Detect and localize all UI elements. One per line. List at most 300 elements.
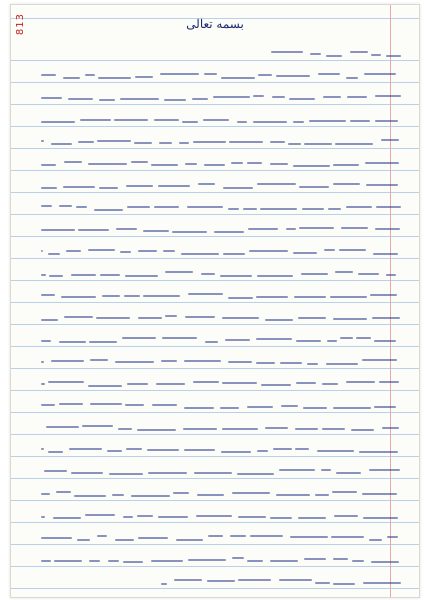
ink-stroke (51, 143, 72, 145)
ink-stroke (41, 187, 57, 189)
ink-stroke (328, 208, 341, 210)
ink-stroke (100, 274, 120, 276)
ink-stroke (351, 429, 374, 431)
ink-stroke (185, 316, 215, 318)
ink-stroke (381, 139, 399, 141)
ink-stroke (270, 141, 285, 143)
ink-stroke (333, 583, 355, 585)
ink-stroke (41, 361, 44, 363)
ink-stroke (59, 341, 86, 343)
ink-stroke (228, 297, 253, 299)
ink-stroke (315, 582, 330, 584)
ink-stroke (375, 228, 400, 230)
ink-stroke (88, 249, 115, 251)
ink-stroke (41, 319, 58, 321)
ink-stroke (322, 428, 345, 430)
ink-stroke (372, 317, 400, 319)
ink-stroke (184, 360, 221, 362)
ink-stroke (310, 53, 321, 55)
ink-stroke (89, 341, 117, 343)
ink-stroke (298, 317, 326, 319)
ink-stroke (99, 99, 115, 101)
ink-stroke (376, 206, 401, 208)
ink-stroke (152, 404, 177, 406)
ink-stroke (188, 559, 226, 561)
ink-stroke (286, 228, 296, 230)
ink-stroke (108, 560, 119, 562)
ink-stroke (41, 516, 45, 518)
ink-stroke (138, 537, 168, 539)
ink-stroke (238, 516, 266, 518)
ink-stroke (225, 339, 250, 341)
ink-stroke (379, 381, 399, 383)
ink-stroke (318, 73, 340, 75)
ink-stroke (323, 96, 341, 98)
ink-stroke (276, 494, 310, 496)
ink-stroke (131, 495, 170, 497)
ink-stroke (365, 162, 399, 164)
ink-stroke (350, 51, 368, 53)
ink-stroke (387, 536, 398, 538)
ink-stroke (197, 494, 224, 496)
ink-stroke (41, 121, 75, 123)
ink-stroke (359, 451, 398, 453)
ink-stroke (315, 494, 329, 496)
ink-stroke (51, 360, 84, 362)
ink-stroke (188, 293, 223, 295)
ink-stroke (71, 274, 96, 276)
ink-stroke (213, 96, 250, 98)
ink-stroke (303, 407, 327, 409)
ink-stroke (46, 426, 79, 428)
ink-stroke (196, 515, 232, 517)
ink-stroke (41, 229, 75, 231)
ink-stroke (243, 208, 257, 210)
ink-stroke (276, 75, 310, 77)
ink-stroke (229, 141, 263, 143)
ink-stroke (304, 143, 332, 145)
ink-stroke (222, 428, 258, 430)
ink-stroke (193, 141, 226, 143)
ink-stroke (335, 143, 373, 145)
ink-stroke (187, 206, 223, 208)
ink-stroke (288, 143, 301, 145)
ink-stroke (174, 579, 202, 581)
ink-stroke (193, 381, 219, 383)
ink-stroke (99, 187, 118, 189)
ink-stroke (257, 450, 268, 452)
ink-stroke (302, 208, 324, 210)
ink-stroke (184, 449, 215, 451)
ink-stroke (134, 142, 152, 144)
ink-stroke (98, 77, 131, 79)
ink-stroke (223, 253, 245, 255)
ink-stroke (220, 275, 252, 277)
ink-stroke (148, 472, 187, 474)
ink-stroke (232, 492, 270, 494)
ink-stroke (247, 560, 263, 562)
ink-stroke (48, 381, 84, 383)
ink-stroke (346, 381, 375, 383)
ink-stroke (270, 163, 288, 165)
ink-stroke (307, 363, 318, 365)
ink-stroke (253, 121, 287, 123)
ink-stroke (41, 250, 43, 252)
ink-stroke (90, 359, 108, 361)
ink-stroke (295, 428, 318, 430)
ink-stroke (333, 164, 359, 166)
ink-stroke (41, 493, 50, 495)
ink-stroke (250, 535, 283, 537)
ink-stroke (270, 517, 292, 519)
ink-stroke (290, 536, 328, 538)
ink-stroke (221, 451, 251, 453)
ink-stroke (369, 539, 382, 541)
ink-stroke (280, 362, 302, 364)
ink-stroke (352, 560, 364, 562)
ink-stroke (386, 55, 401, 57)
ink-stroke (321, 469, 331, 471)
ink-stroke (256, 362, 275, 364)
ink-stroke (322, 383, 338, 385)
ink-stroke (94, 209, 123, 211)
ink-stroke (164, 99, 186, 101)
ink-stroke (82, 425, 113, 427)
ink-stroke (204, 73, 217, 75)
ink-stroke (160, 73, 199, 75)
ink-stroke (228, 361, 252, 363)
ink-stroke (54, 560, 82, 562)
ink-stroke (232, 557, 244, 559)
ink-stroke (362, 359, 397, 361)
ink-stroke (340, 337, 353, 339)
ink-stroke (237, 473, 274, 475)
ink-stroke (281, 405, 298, 407)
ink-stroke (143, 295, 180, 297)
ink-stroke (85, 74, 95, 76)
ink-stroke (163, 250, 175, 252)
ink-stroke (71, 472, 103, 474)
ink-stroke (279, 469, 315, 471)
ink-stroke (363, 517, 398, 519)
ink-stroke (41, 294, 55, 296)
ink-stroke (176, 539, 203, 541)
ink-stroke (118, 428, 132, 430)
ink-stroke (194, 472, 232, 474)
ink-stroke (336, 472, 361, 474)
ink-stroke (41, 448, 44, 450)
ink-stroke (247, 406, 273, 408)
ink-stroke (299, 186, 329, 188)
ink-stroke (123, 561, 143, 563)
ink-stroke (59, 205, 72, 207)
ink-stroke (41, 537, 72, 539)
ink-stroke (238, 579, 271, 581)
ink-stroke (301, 273, 328, 275)
ink-stroke (124, 295, 140, 297)
ink-stroke (41, 97, 62, 99)
ink-stroke (339, 249, 366, 251)
ink-stroke (41, 140, 44, 142)
ink-stroke (154, 119, 179, 121)
ink-stroke (56, 491, 71, 493)
ink-stroke (137, 429, 176, 431)
ink-stroke (41, 340, 51, 342)
ink-stroke (41, 274, 46, 276)
ink-stroke (41, 383, 45, 385)
ink-stroke (63, 77, 80, 79)
ink-stroke (375, 120, 398, 122)
ink-stroke (204, 164, 225, 166)
ink-stroke (96, 317, 130, 319)
ink-stroke (358, 273, 379, 275)
ink-stroke (304, 558, 326, 560)
ink-stroke (293, 252, 317, 254)
ink-stroke (88, 385, 122, 387)
ink-stroke (59, 403, 83, 405)
ink-stroke (270, 560, 298, 562)
ink-stroke (165, 271, 193, 273)
ink-stroke (257, 275, 293, 277)
ink-stroke (162, 337, 197, 339)
page-number: 813 (15, 13, 26, 36)
ink-stroke (114, 119, 148, 121)
ink-stroke (327, 340, 337, 342)
ink-stroke (326, 363, 358, 365)
ink-stroke (49, 275, 63, 277)
ink-stroke (41, 205, 52, 207)
ink-stroke (258, 74, 272, 76)
ink-stroke (90, 403, 122, 405)
ink-stroke (173, 492, 189, 494)
ink-stroke (261, 384, 291, 386)
ink-stroke (289, 98, 315, 100)
ink-stroke (172, 231, 207, 233)
ink-stroke (363, 582, 401, 584)
ink-stroke (97, 140, 131, 142)
ink-stroke (317, 450, 354, 452)
ink-stroke (293, 165, 330, 167)
ink-stroke (298, 517, 326, 519)
ink-stroke (122, 337, 156, 339)
ink-stroke (123, 516, 133, 518)
ink-stroke (295, 448, 309, 450)
ink-stroke (214, 231, 244, 233)
ink-stroke (78, 229, 109, 231)
ink-stroke (257, 183, 296, 185)
ink-stroke (198, 183, 215, 185)
ink-stroke (208, 535, 223, 537)
ink-stroke (330, 296, 367, 298)
ink-stroke (41, 560, 51, 562)
ink-stroke (331, 536, 364, 538)
ink-stroke (85, 514, 115, 516)
ink-stroke (125, 275, 158, 277)
ink-stroke (333, 183, 360, 185)
ink-stroke (151, 164, 178, 166)
ink-stroke (66, 250, 81, 252)
ink-stroke (201, 273, 215, 275)
ink-stroke (333, 558, 348, 560)
ink-stroke (228, 208, 239, 210)
ink-stroke (41, 404, 55, 406)
ink-stroke (256, 296, 288, 298)
ink-stroke (350, 120, 370, 122)
ink-stroke (74, 495, 106, 497)
ink-stroke (143, 230, 169, 232)
ink-stroke (375, 95, 401, 97)
ink-stroke (88, 163, 127, 165)
ink-stroke (77, 539, 90, 541)
ink-stroke (161, 583, 167, 585)
ink-stroke (44, 470, 67, 472)
ink-stroke (126, 185, 153, 187)
ink-stroke (373, 253, 398, 255)
ink-stroke (69, 448, 102, 450)
ink-stroke (334, 515, 358, 517)
ink-stroke (61, 296, 96, 298)
ink-stroke (126, 448, 142, 450)
ink-stroke (203, 119, 229, 121)
ink-stroke (41, 74, 56, 76)
ink-stroke (107, 450, 122, 452)
ink-stroke (332, 491, 357, 493)
ink-stroke (192, 98, 208, 100)
ink-stroke (346, 77, 358, 79)
ink-stroke (347, 96, 367, 98)
ink-stroke (137, 515, 153, 517)
handwritten-line (25, 371, 409, 387)
ink-stroke (341, 227, 368, 229)
ink-stroke (374, 406, 396, 408)
ink-stroke (222, 317, 259, 319)
ink-stroke (223, 187, 253, 189)
ink-stroke (41, 164, 56, 166)
ink-stroke (231, 162, 243, 164)
ink-stroke (362, 493, 397, 495)
ink-stroke (364, 73, 396, 75)
ink-stroke (64, 316, 93, 318)
ink-stroke (127, 383, 148, 385)
ink-stroke (247, 162, 262, 164)
ink-stroke (185, 163, 197, 165)
ink-stroke (161, 360, 177, 362)
ink-stroke (63, 186, 95, 188)
ink-stroke (116, 228, 137, 230)
ink-stroke (135, 76, 153, 78)
ink-stroke (374, 340, 396, 342)
ink-stroke (221, 77, 255, 79)
ink-stroke (273, 448, 292, 450)
ink-stroke (296, 340, 321, 342)
ink-stroke (386, 274, 396, 276)
ink-stroke (182, 121, 198, 123)
ink-stroke (184, 407, 214, 409)
ink-stroke (159, 142, 172, 144)
ink-stroke (158, 516, 188, 518)
ink-stroke (356, 337, 371, 339)
ink-stroke (115, 361, 154, 363)
ink-stroke (102, 295, 120, 297)
ink-stroke (156, 383, 185, 385)
ink-stroke (64, 161, 82, 163)
ink-stroke (366, 184, 398, 186)
ink-stroke (279, 579, 312, 581)
ink-stroke (183, 428, 217, 430)
ink-stroke (296, 382, 316, 384)
ink-stroke (369, 469, 400, 471)
ink-stroke (131, 161, 148, 163)
ink-stroke (112, 494, 124, 496)
ink-stroke (127, 206, 150, 208)
ink-stroke (80, 119, 111, 121)
ink-stroke (248, 228, 278, 230)
ink-stroke (138, 250, 157, 252)
ink-stroke (115, 539, 134, 541)
ink-stroke (78, 141, 94, 143)
ink-stroke (120, 98, 159, 100)
ink-stroke (154, 206, 179, 208)
ink-stroke (382, 427, 399, 429)
ink-stroke (326, 55, 342, 57)
ink-stroke (271, 51, 303, 53)
ink-stroke (265, 427, 288, 429)
ink-stroke (371, 561, 399, 563)
ink-stroke (249, 250, 288, 252)
ink-stroke (138, 317, 162, 319)
ink-stroke (333, 407, 371, 409)
ink-stroke (97, 535, 107, 537)
ink-stroke (179, 142, 189, 144)
ink-stroke (253, 95, 264, 97)
ink-stroke (109, 473, 143, 475)
ink-stroke (260, 208, 297, 210)
handwritten-line (25, 195, 409, 211)
letter-page (10, 4, 420, 598)
ink-stroke (335, 271, 353, 273)
ink-stroke (346, 206, 372, 208)
ink-stroke (299, 227, 334, 229)
letter-heading: بسمه تعالی (186, 17, 244, 31)
ink-stroke (205, 341, 218, 343)
ink-stroke (89, 560, 100, 562)
ink-stroke (48, 253, 60, 255)
ink-stroke (371, 54, 381, 56)
ink-stroke (158, 185, 190, 187)
ink-stroke (294, 296, 326, 298)
ink-stroke (222, 382, 257, 384)
ink-stroke (220, 407, 239, 409)
ink-stroke (309, 120, 346, 122)
ink-stroke (165, 315, 177, 317)
ink-stroke (76, 206, 87, 208)
ink-stroke (256, 338, 292, 340)
ink-stroke (265, 319, 293, 321)
ink-stroke (120, 251, 131, 253)
ink-stroke (230, 535, 246, 537)
ink-stroke (207, 580, 235, 582)
ink-stroke (151, 560, 183, 562)
ink-stroke (125, 404, 144, 406)
ink-stroke (53, 517, 81, 519)
ink-stroke (237, 121, 247, 123)
handwritten-line (25, 41, 409, 57)
ink-stroke (272, 96, 285, 98)
ink-stroke (181, 253, 219, 255)
ink-stroke (370, 294, 397, 296)
ink-stroke (293, 121, 304, 123)
ink-stroke (324, 249, 335, 251)
